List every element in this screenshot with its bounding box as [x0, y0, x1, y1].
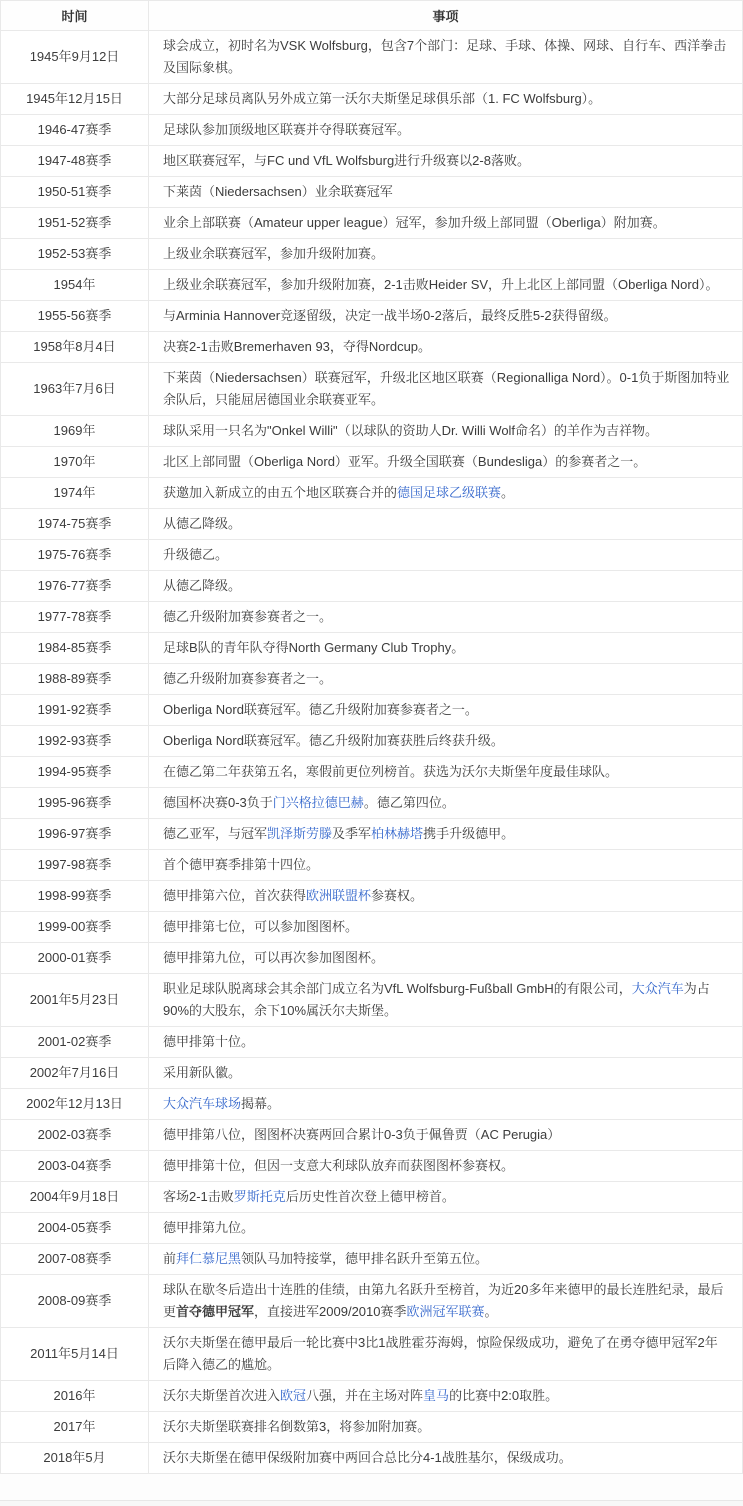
table-row	[1, 1381, 743, 1412]
table-row	[1, 363, 743, 416]
table-row	[1, 571, 743, 602]
event-cell	[149, 1443, 743, 1474]
time-cell: 2011年5月14日	[1, 1328, 149, 1381]
event-cell	[149, 447, 743, 478]
event-text: 领队马加特接掌，德甲排名跃升至第五位。	[241, 1251, 489, 1266]
table-row	[1, 1328, 743, 1381]
event-text: 获邀加入新成立的由五个地区联赛合并的	[163, 485, 398, 500]
time-cell: 1958年8月4日	[1, 332, 149, 363]
page-bottom-strip	[0, 1501, 743, 1506]
event-text: 参赛权。	[371, 888, 424, 903]
time-cell: 1988-89赛季	[1, 664, 149, 695]
table-row	[1, 447, 743, 478]
time-cell: 2001-02赛季	[1, 1027, 149, 1058]
event-text: 。德乙第四位。	[363, 795, 455, 810]
time-cell: 2016年	[1, 1381, 149, 1412]
event-cell	[149, 416, 743, 447]
wiki-link[interactable]: 欧洲联盟杯	[306, 888, 372, 903]
time-cell: 2007-08赛季	[1, 1244, 149, 1275]
table-row	[1, 115, 743, 146]
event-text: 前	[163, 1251, 177, 1266]
event-text: 与Arminia Hannover竞逐留级，决定一战半场0-2落后，最终反胜5-2获得留级。	[163, 308, 617, 323]
event-cell	[149, 602, 743, 633]
time-cell: 2017年	[1, 1412, 149, 1443]
event-text: 德甲排第九位。	[163, 1220, 255, 1235]
time-cell: 1954年	[1, 270, 149, 301]
table-row	[1, 974, 743, 1027]
event-text: 八强，并在主场对阵	[306, 1388, 424, 1403]
event-cell	[149, 115, 743, 146]
wiki-link[interactable]: 皇马	[423, 1388, 450, 1403]
event-cell	[149, 633, 743, 664]
time-cell: 1974年	[1, 478, 149, 509]
event-cell	[149, 177, 743, 208]
event-cell	[149, 540, 743, 571]
table-row	[1, 31, 743, 84]
time-cell: 1997-98赛季	[1, 850, 149, 881]
time-cell: 1963年7月6日	[1, 363, 149, 416]
time-cell: 1945年12月15日	[1, 84, 149, 115]
time-cell: 2000-01赛季	[1, 943, 149, 974]
table-row	[1, 270, 743, 301]
time-cell: 1945年9月12日	[1, 31, 149, 84]
event-cell	[149, 850, 743, 881]
table-header	[1, 1, 743, 31]
table-row	[1, 1120, 743, 1151]
event-text: 德甲排第十位。	[163, 1034, 255, 1049]
wiki-link[interactable]: 凯泽斯劳滕	[267, 826, 333, 841]
event-text: 下莱茵（Niedersachsen）业余联赛冠军	[163, 184, 393, 199]
time-cell: 1947-48赛季	[1, 146, 149, 177]
time-cell: 1975-76赛季	[1, 540, 149, 571]
event-cell	[149, 1275, 743, 1328]
event-text: 上级业余联赛冠军，参加升级附加赛。	[163, 246, 385, 261]
event-text: 从德乙降级。	[163, 516, 242, 531]
event-text: 后历史性首次登上德甲榜首。	[285, 1189, 455, 1204]
event-text: 德甲排第八位，图图杯决赛两回合累计0-3负于佩鲁贾（AC Perugia）	[163, 1127, 561, 1142]
event-cell	[149, 363, 743, 416]
time-cell: 1996-97赛季	[1, 819, 149, 850]
table-row	[1, 602, 743, 633]
event-text: 地区联赛冠军，与FC und VfL Wolfsburg进行升级赛以2-8落败。	[163, 153, 530, 168]
time-cell: 1952-53赛季	[1, 239, 149, 270]
wiki-link[interactable]: 拜仁慕尼黑	[176, 1251, 242, 1266]
event-cell	[149, 1244, 743, 1275]
wiki-link[interactable]: 罗斯托克	[233, 1189, 286, 1204]
event-text: 从德乙降级。	[163, 578, 242, 593]
event-text: 下莱茵（Niedersachsen）联赛冠军，升级北区地区联赛（Regionalliga Nord）。0-1负于斯图加特业余队后，只能屈居德国业余联赛亚军。	[163, 370, 730, 407]
event-text: Oberliga Nord联赛冠军。德乙升级附加赛获胜后终获升级。	[163, 733, 504, 748]
event-cell	[149, 788, 743, 819]
time-cell: 2003-04赛季	[1, 1151, 149, 1182]
event-text: 揭幕。	[241, 1096, 281, 1111]
event-cell	[149, 270, 743, 301]
event-cell	[149, 208, 743, 239]
table-row	[1, 1244, 743, 1275]
table-row	[1, 301, 743, 332]
table-row	[1, 332, 743, 363]
event-text: 上级业余联赛冠军，参加升级附加赛，2-1击败Heider SV，升上北区上部同盟（Oberliga Nord）。	[163, 277, 719, 292]
time-cell: 1994-95赛季	[1, 757, 149, 788]
event-text: 职业足球队脱离球会其余部门成立名为VfL Wolfsburg-Fußball GmbH的有限公司，	[163, 981, 632, 996]
content-bottom-spacer	[0, 1474, 743, 1501]
event-text: 大部分足球员离队另外成立第一沃尔夫斯堡足球俱乐部（1. FC Wolfsburg）。	[163, 91, 602, 106]
table-row	[1, 239, 743, 270]
table-row	[1, 912, 743, 943]
table-row	[1, 1443, 743, 1474]
event-cell	[149, 146, 743, 177]
event-text: Oberliga Nord联赛冠军。德乙升级附加赛参赛者之一。	[163, 702, 478, 717]
event-text: 足球队参加顶级地区联赛并夺得联赛冠军。	[163, 122, 411, 137]
time-cell: 1946-47赛季	[1, 115, 149, 146]
event-text: 沃尔夫斯堡联赛排名倒数第3，将参加附加赛。	[163, 1419, 431, 1434]
event-cell	[149, 1027, 743, 1058]
table-row	[1, 1151, 743, 1182]
event-text: 沃尔夫斯堡首次进入	[163, 1388, 281, 1403]
table-row	[1, 633, 743, 664]
event-cell	[149, 943, 743, 974]
time-cell: 2004年9月18日	[1, 1182, 149, 1213]
table-row	[1, 943, 743, 974]
time-cell: 1969年	[1, 416, 149, 447]
event-cell	[149, 509, 743, 540]
event-cell	[149, 1328, 743, 1381]
table-row	[1, 1027, 743, 1058]
event-text: 首个德甲赛季排第十四位。	[163, 857, 320, 872]
event-cell	[149, 664, 743, 695]
table-row	[1, 1412, 743, 1443]
wiki-link[interactable]: 柏林赫塔	[371, 826, 424, 841]
event-cell	[149, 478, 743, 509]
event-text: ，直接进军2009/2010赛季	[254, 1304, 407, 1319]
time-cell: 2018年5月	[1, 1443, 149, 1474]
event-cell	[149, 84, 743, 115]
table-body	[1, 31, 743, 1474]
event-text: 球队采用一只名为"Onkel Willi"（以球队的资助人Dr. Willi Wolf命名）的羊作为吉祥物。	[163, 423, 659, 438]
time-cell: 2008-09赛季	[1, 1275, 149, 1328]
event-text: 及季军	[332, 826, 372, 841]
table-row	[1, 177, 743, 208]
table-row	[1, 757, 743, 788]
wiki-link[interactable]: 门兴格拉德巴赫	[272, 795, 364, 810]
time-cell: 1977-78赛季	[1, 602, 149, 633]
event-text: 沃尔夫斯堡在德甲保级附加赛中两回合总比分4-1战胜基尔，保级成功。	[163, 1450, 572, 1465]
table-row	[1, 1182, 743, 1213]
wiki-link[interactable]: 欧冠	[280, 1388, 307, 1403]
time-cell: 1970年	[1, 447, 149, 478]
event-cell	[149, 912, 743, 943]
time-cell: 1999-00赛季	[1, 912, 149, 943]
table-row	[1, 84, 743, 115]
time-cell: 2001年5月23日	[1, 974, 149, 1027]
event-text: 在德乙第二年获第五名，寒假前更位列榜首。获选为沃尔夫斯堡年度最佳球队。	[163, 764, 619, 779]
wiki-link[interactable]: 大众汽车	[631, 981, 684, 996]
event-cell	[149, 1120, 743, 1151]
event-cell	[149, 1213, 743, 1244]
table-row	[1, 1058, 743, 1089]
event-cell	[149, 819, 743, 850]
event-text: 德甲排第六位，首次获得	[163, 888, 307, 903]
table-row	[1, 540, 743, 571]
event-cell	[149, 695, 743, 726]
wiki-link[interactable]: 大众汽车球场	[163, 1096, 242, 1111]
event-text: 决赛2-1击败Bremerhaven 93，夺得Nordcup。	[163, 339, 432, 354]
time-cell: 1992-93赛季	[1, 726, 149, 757]
table-row	[1, 726, 743, 757]
event-text: 球队在歇冬后造出十连胜的佳绩，由第九名跃升至榜首，为近20多年来德甲的最长连胜纪录，最后更	[163, 1282, 724, 1319]
event-cell	[149, 1089, 743, 1120]
event-text: 采用新队徽。	[163, 1065, 242, 1080]
event-cell	[149, 974, 743, 1027]
event-text: 德乙亚军，与冠军	[163, 826, 268, 841]
time-cell: 2004-05赛季	[1, 1213, 149, 1244]
event-cell	[149, 239, 743, 270]
column-header-time: 时间	[1, 1, 149, 31]
event-cell	[149, 1412, 743, 1443]
event-text: 德乙升级附加赛参赛者之一。	[163, 609, 333, 624]
time-cell: 2002-03赛季	[1, 1120, 149, 1151]
event-text: 业余上部联赛（Amateur upper league）冠军，参加升级上部同盟（Oberliga）附加赛。	[163, 215, 666, 230]
event-cell	[149, 757, 743, 788]
time-cell: 1984-85赛季	[1, 633, 149, 664]
event-text: 北区上部同盟（Oberliga Nord）亚军。升级全国联赛（Bundesliga）的参赛者之一。	[163, 454, 647, 469]
event-cell	[149, 881, 743, 912]
header-row	[1, 1, 743, 31]
time-cell: 1951-52赛季	[1, 208, 149, 239]
table-row	[1, 1275, 743, 1328]
event-text: 携手升级德甲。	[423, 826, 515, 841]
event-cell	[149, 571, 743, 602]
time-cell: 1955-56赛季	[1, 301, 149, 332]
time-cell: 1950-51赛季	[1, 177, 149, 208]
time-cell: 1991-92赛季	[1, 695, 149, 726]
event-cell	[149, 31, 743, 84]
wiki-link[interactable]: 德国足球乙级联赛	[397, 485, 502, 500]
event-text: 德国杯决赛0-3负于	[163, 795, 273, 810]
wiki-link[interactable]: 欧洲冠军联赛	[406, 1304, 485, 1319]
event-cell	[149, 1381, 743, 1412]
table-row	[1, 788, 743, 819]
time-cell: 2002年12月13日	[1, 1089, 149, 1120]
event-text: 为占90%的大股东，余下10%属沃尔夫斯堡。	[163, 981, 710, 1018]
table-row	[1, 146, 743, 177]
event-text: 升级德乙。	[163, 547, 229, 562]
event-text: 。	[501, 485, 515, 500]
event-cell	[149, 301, 743, 332]
table-row	[1, 208, 743, 239]
time-cell: 2002年7月16日	[1, 1058, 149, 1089]
event-cell	[149, 1151, 743, 1182]
table-row	[1, 509, 743, 540]
event-cell	[149, 332, 743, 363]
event-text: 沃尔夫斯堡在德甲最后一轮比赛中3比1战胜霍芬海姆，惊险保级成功，避免了在勇夺德甲冠军2年后降入德乙的尴尬。	[163, 1335, 718, 1372]
event-text: 球会成立，初时名为VSK Wolfsburg，包含7个部门：足球、手球、体操、网球、自行车、西洋拳击及国际象棋。	[163, 38, 727, 75]
event-text: 德甲排第七位，可以参加图图杯。	[163, 919, 359, 934]
time-cell: 1998-99赛季	[1, 881, 149, 912]
table-row	[1, 1089, 743, 1120]
event-text: 德乙升级附加赛参赛者之一。	[163, 671, 333, 686]
event-cell	[149, 1182, 743, 1213]
table-row	[1, 819, 743, 850]
event-cell	[149, 726, 743, 757]
event-cell	[149, 1058, 743, 1089]
table-row	[1, 478, 743, 509]
event-text: 客场2-1击败	[163, 1189, 234, 1204]
table-row	[1, 1213, 743, 1244]
column-header-event: 事项	[149, 1, 743, 31]
bold-text: 首夺德甲冠军	[176, 1304, 255, 1319]
time-cell: 1976-77赛季	[1, 571, 149, 602]
table-row	[1, 416, 743, 447]
table-row	[1, 695, 743, 726]
time-cell: 1995-96赛季	[1, 788, 149, 819]
table-row	[1, 850, 743, 881]
event-text: 德甲排第十位，但因一支意大利球队放弃而获图图杯参赛权。	[163, 1158, 515, 1173]
time-cell: 1974-75赛季	[1, 509, 149, 540]
event-text: 的比赛中2:0取胜。	[449, 1388, 559, 1403]
event-text: 德甲排第九位，可以再次参加图图杯。	[163, 950, 385, 965]
table-row	[1, 664, 743, 695]
event-text: 足球B队的青年队夺得North Germany Club Trophy。	[163, 640, 465, 655]
table-row	[1, 881, 743, 912]
event-text: 。	[484, 1304, 498, 1319]
